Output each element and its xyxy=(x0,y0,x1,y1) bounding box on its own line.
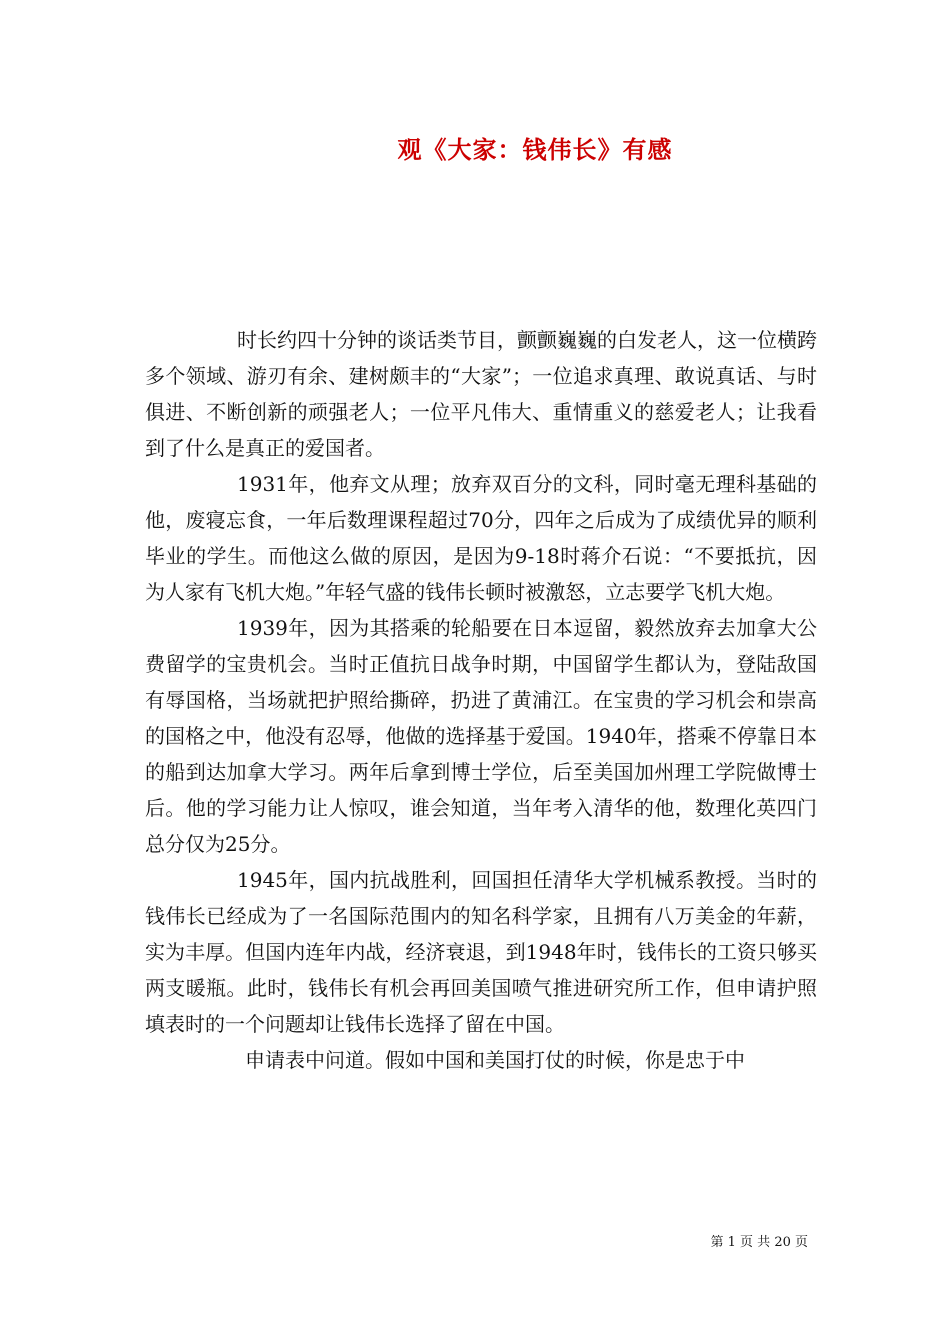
document-title: 观《大家：钱伟长》有感 xyxy=(397,135,673,164)
paragraph-application: 申请表中问道。假如中国和美国打仗的时候，你是忠于中 xyxy=(245,1048,745,1072)
paragraph-1931: 1931年，他弃文从理；放弃双百分的文科，同时毫无理科基础的他，废寝忘食，一年后数理课程超过70分，四年之后成为了成绩优异的顺利毕业的学生。而他这么做的原因，是因为9-18时蒋介石说：“不要抵抗，因为人家有飞机大炮。”年轻气盛的钱伟长顿时被激怒，立志要学飞机大炮。 xyxy=(145,472,817,604)
paragraph-1939: 1939年，因为其搭乘的轮船要在日本逗留，毅然放弃去加拿大公费留学的宝贵机会。当时正值抗日战争时期，中国留学生都认为，登陆敌国有辱国格，当场就把护照给撕碎，扔进了黄浦江。在宝贵的学习机会和崇高的国格之中，他没有忍辱，他做的选择基于爱国。1940年，搭乘不停靠日本的船到达加拿大学习。两年后拿到博士学位，后至美国加州理工学院做博士后。他的学习能力让人惊叹，谁会知道，当年考入清华的他，数理化英四门总分仅为25分。 xyxy=(145,616,817,856)
document-body xyxy=(145,322,817,1078)
paragraph-1945: 1945年，国内抗战胜利，回国担任清华大学机械系教授。当时的钱伟长已经成为了一名国际范围内的知名科学家，且拥有八万美金的年薪，实为丰厚。但国内连年内战，经济衰退，到1948年时，钱伟长的工资只够买两支暖瓶。此时，钱伟长有机会再回美国喷气推进研究所工作，但申请护照填表时的一个问题却让钱伟长选择了留在中国。 xyxy=(145,868,817,1036)
paragraph-intro: 时长约四十分钟的谈话类节目，颤颤巍巍的白发老人，这一位横跨多个领域、游刃有余、建树颇丰的“大家”；一位追求真理、敢说真话、与时俱进、不断创新的顽强老人；一位平凡伟大、重情重义的慈爱老人；让我看到了什么是真正的爱国者。 xyxy=(145,328,817,460)
page-number: 第 1 页 共 20 页 xyxy=(710,1235,808,1250)
